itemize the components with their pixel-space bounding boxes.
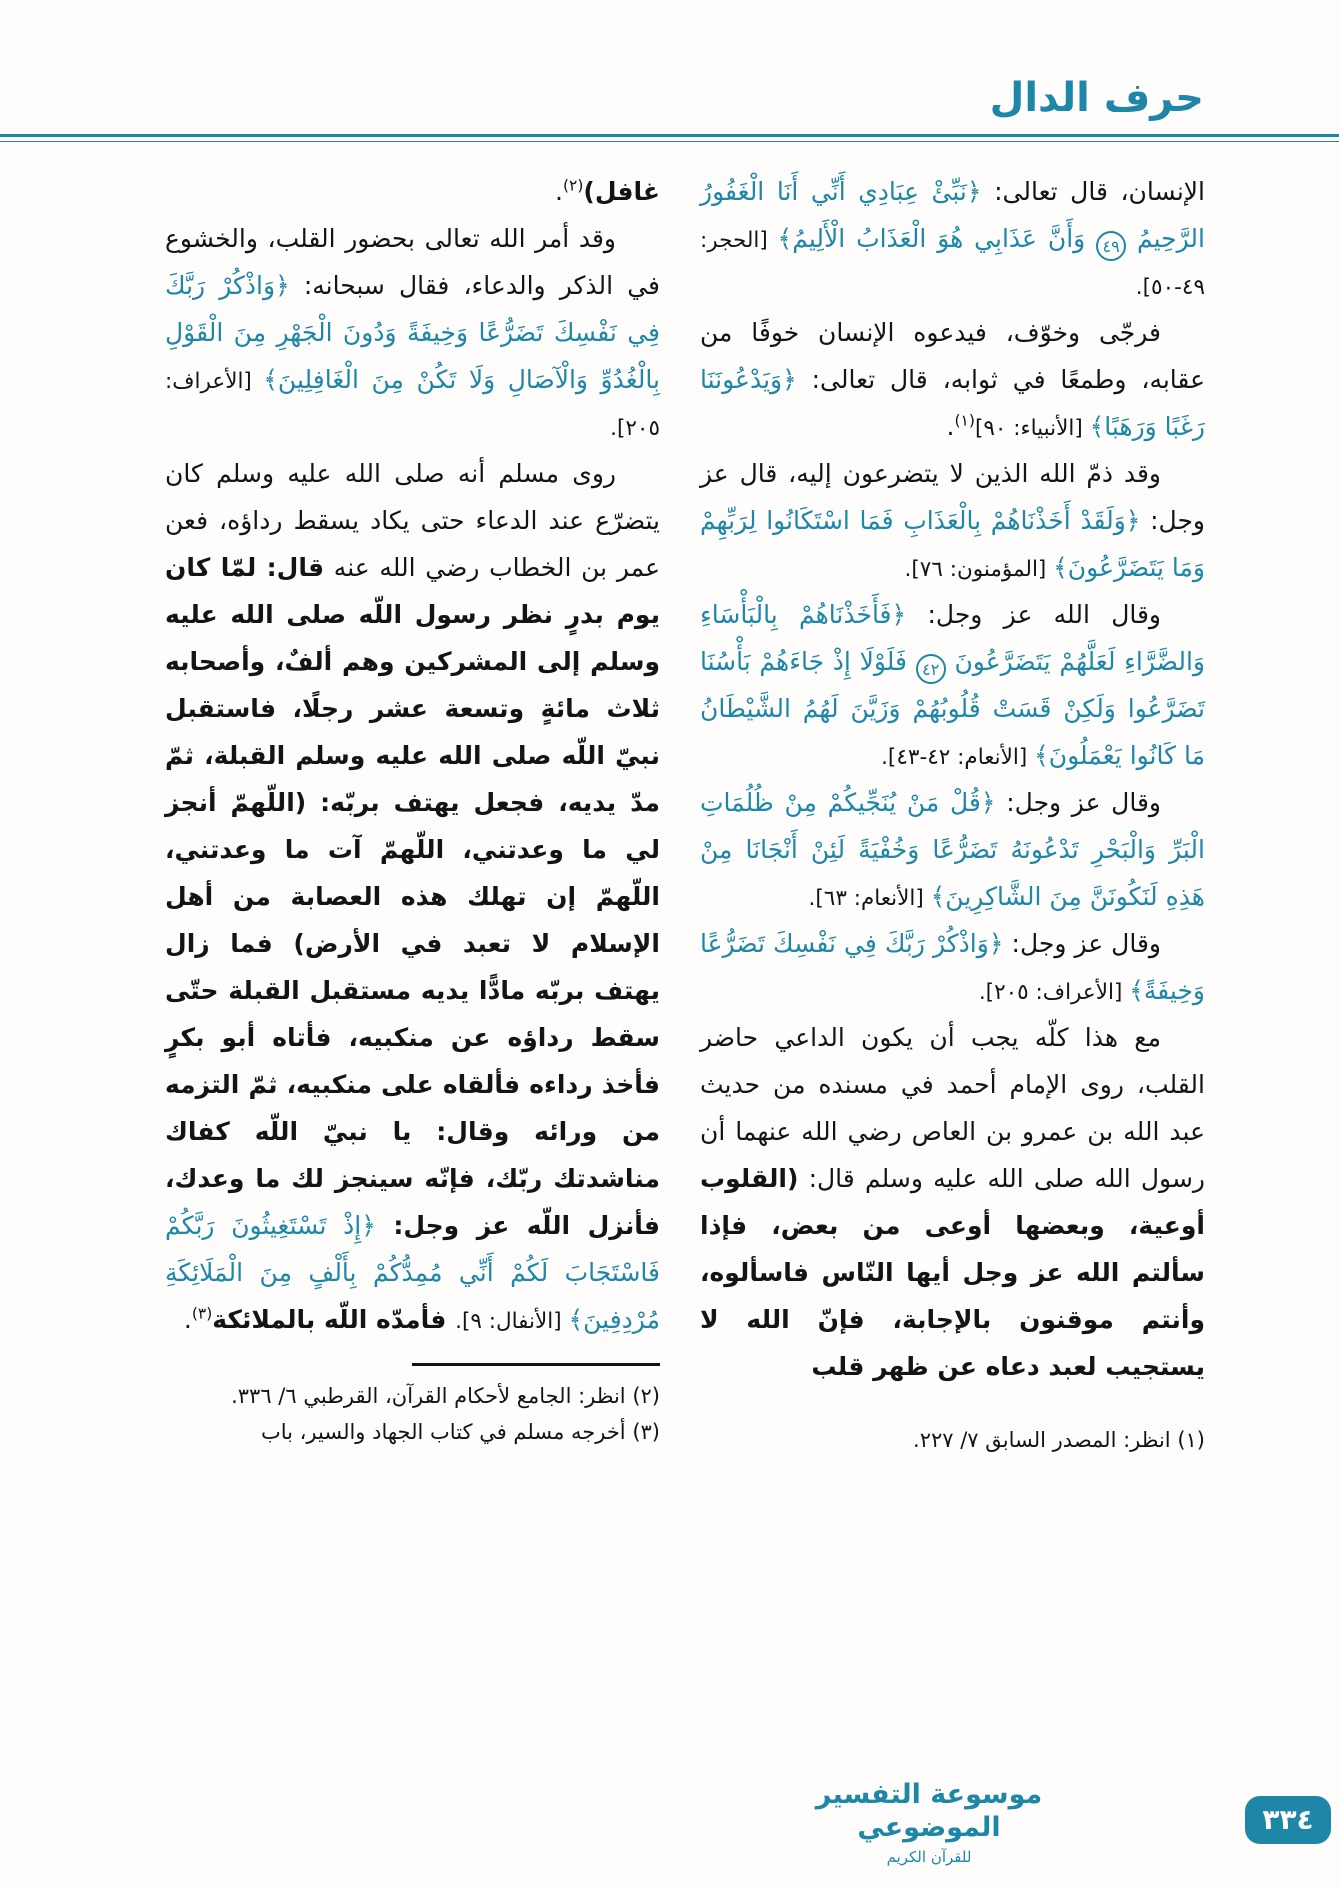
hadith-text: (القلوب أوعية، وبعضها أوعى من بعض، فإذا سألتم الله عز وجل أيها النّاس فاسألوه، وأنتم موقنون بالإجابة، فإنّ الله لا يستجيب لعبد دعاه عن ظهر قلب	[700, 1164, 1205, 1381]
body-text: مع هذا كلّه يجب أن يكون الداعي حاضر القلب، روى الإمام أحمد في مسنده من حديث عبد الله بن عمرو بن العاص رضي الله عنهما أن رسول الله صلى الله عليه وسلم قال:	[700, 1023, 1205, 1193]
column-left	[165, 168, 660, 1450]
verse-citation: [الأنفال: ٩].	[455, 1309, 569, 1334]
quran-verse: فَلَوْلَا إِذْ جَاءَهُمْ بَأْسُنَا تَضَرَّعُوا وَلَكِنْ قَسَتْ قُلُوبُهُمْ وَزَيَّنَ لَهُمُ الشَّيْطَانُ مَا كَانُوا يَعْمَلُونَ﴾	[700, 647, 1205, 770]
footnote: (٢) انظر: الجامع لأحكام القرآن، القرطبي ٦/ ٣٣٦.	[231, 1384, 660, 1408]
paragraph	[700, 1014, 1205, 1390]
footnote-marker: (٢)	[562, 176, 584, 195]
quran-verse: ﴿وَاذْكُرْ رَبَّكَ فِي نَفْسِكَ تَضَرُّعًا وَخِيفَةً وَدُونَ الْجَهْرِ مِنَ الْقَوْلِ بِالْغُدُوِّ وَالْآصَالِ وَلَا تَكُنْ مِنَ الْغَافِلِينَ﴾	[165, 271, 660, 394]
paragraph	[700, 920, 1205, 1014]
footnote: (١) انظر: المصدر السابق ٧/ ٢٢٧.	[913, 1428, 1205, 1452]
page-number-badge: ٣٣٤	[1245, 1796, 1331, 1844]
column-right-body	[700, 168, 1205, 1390]
paragraph	[700, 779, 1205, 920]
hadith-text: فأمدّه اللّه بالملائكة	[212, 1305, 456, 1334]
paragraph	[700, 450, 1205, 591]
verse-citation: [الأعراف: ٢٠٥].	[165, 369, 660, 441]
verse-citation: [الأنبياء: ٩٠]	[974, 416, 1090, 441]
body-text: فرجّى وخوّف، فيدعوه الإنسان خوفًا من عقابه، وطمعًا في ثوابه، قال تعالى:	[700, 318, 1205, 394]
quran-verse: ﴿وَيَدْعُونَنَا رَغَبًا وَرَهَبًا﴾	[700, 365, 1205, 441]
column-left-body	[165, 168, 660, 1343]
quran-verse: ﴿قُلْ مَنْ يُنَجِّيكُمْ مِنْ ظُلُمَاتِ الْبَرِّ وَالْبَحْرِ تَدْعُونَهُ تَضَرُّعًا وَخُفْيَةً لَئِنْ أَنْجَانَا مِنْ هَذِهِ لَنَكُونَنَّ مِنَ الشَّاكِرِينَ﴾	[700, 788, 1205, 911]
verse-citation: [المؤمنون: ٧٦].	[904, 557, 1054, 582]
publisher-seal	[811, 1778, 1047, 1867]
paragraph	[165, 215, 660, 450]
verse-citation: [الأنعام: ٤٢-٤٣].	[881, 745, 1035, 770]
quran-verse: وَأَنَّ عَذَابِي هُوَ الْعَذَابُ الْأَلِيمُ﴾	[777, 224, 1097, 253]
footnote-marker: (١)	[954, 411, 975, 430]
footnote-separator	[412, 1363, 660, 1366]
paragraph	[700, 591, 1205, 779]
paragraph	[700, 309, 1205, 450]
quran-verse: ﴿فَأَخَذْنَاهُمْ بِالْبَأْسَاءِ وَالضَّرَّاءِ لَعَلَّهُمْ يَتَضَرَّعُونَ	[700, 600, 1205, 676]
body-text: روى مسلم أنه صلى الله عليه وسلم كان يتضرّع عند الدعاء حتى يكاد يسقط رداؤه، فعن عمر بن الخطاب رضي الله عنه	[165, 459, 660, 582]
quran-verse: ﴿وَاذْكُرْ رَبَّكَ فِي نَفْسِكَ تَضَرُّعًا وَخِيفَةً﴾	[700, 929, 1205, 1005]
verse-citation: [الأنعام: ٦٣].	[808, 886, 931, 911]
body-text: .	[555, 177, 563, 206]
body-text: .	[946, 412, 955, 441]
footnote: (٣) أخرجه مسلم في كتاب الجهاد والسير، باب	[260, 1420, 660, 1445]
quran-verse: ﴿وَلَقَدْ أَخَذْنَاهُمْ بِالْعَذَابِ فَمَا اسْتَكَانُوا لِرَبِّهِمْ وَمَا يَتَضَرَّعُونَ﴾	[700, 506, 1205, 582]
footnotes-right	[700, 1422, 1205, 1458]
page-header	[0, 0, 1339, 120]
body-text: وقال عز وجل:	[995, 788, 1161, 817]
hadith-text: غافل)	[583, 177, 660, 206]
paragraph	[165, 168, 660, 215]
body-text: وقد أمر الله تعالى بحضور القلب، والخشوع في الذكر والدعاء، فقال سبحانه:	[165, 224, 660, 300]
body-text: وقد ذمّ الله الذين لا يتضرعون إليه، قال عز وجل:	[700, 459, 1205, 535]
column-right	[700, 168, 1205, 1458]
seal-title: موسوعة التفسير الموضوعي	[815, 1778, 1043, 1844]
paragraph	[165, 450, 660, 1343]
header-rule	[0, 134, 1339, 142]
seal-subtitle: للقرآن الكريم	[886, 1848, 972, 1866]
body-text: وقال الله عز وجل:	[906, 600, 1162, 629]
ayah-number: ٤٢	[916, 654, 946, 684]
ayah-number: ٤٩	[1096, 231, 1126, 261]
quran-verse: ﴿إِذْ تَسْتَغِيثُونَ رَبَّكُمْ فَاسْتَجَابَ لَكُمْ أَنِّي مُمِدُّكُمْ بِأَلْفٍ مِنَ الْمَلَائِكَةِ مُرْدِفِينَ﴾	[165, 1211, 660, 1334]
paragraph	[700, 168, 1205, 309]
body-text: وقال عز وجل:	[1003, 929, 1161, 958]
verse-citation: [الحجر: ٤٩-٥٠].	[700, 228, 1205, 300]
body-text: .	[183, 1305, 192, 1334]
quran-verse: ﴿نَبِّئْ عِبَادِي أَنِّي أَنَا الْغَفُورُ الرَّحِيمُ	[700, 177, 1205, 253]
footnote-marker: (٣)	[191, 1304, 213, 1323]
chapter-title: حرف الدال	[989, 75, 1204, 121]
hadith-text: قال: لمّا كان يوم بدرٍ نظر رسول اللّه صلى الله عليه وسلم إلى المشركين وهم ألفٌ، وأصحابه ثلاث مائةٍ وتسعة عشر رجلًا، فاستقبل نبيّ اللّه صلى الله عليه وسلم القبلة، ثمّ مدّ يديه، فجعل يهتف بربّه: (اللّهمّ أنجز لي ما وعدتني، اللّهمّ آت ما وعدتني، اللّهمّ إن تهلك هذه العصابة من أهل الإسلام لا تعبد في الأرض) فما زال يهتف بربّه مادًّا يديه مستقبل القبلة حتّى سقط رداؤه عن منكبيه، فأتاه أبو بكرٍ فأخذ رداءه فألقاه على منكبيه، ثمّ التزمه من ورائه وقال: يا نبيّ اللّه كفاك مناشدتك ربّك، فإنّه سينجز لك ما وعدك، فأنزل اللّه عز وجل:	[165, 553, 660, 1240]
verse-citation: [الأعراف: ٢٠٥].	[978, 980, 1130, 1005]
footnotes-left	[165, 1378, 660, 1450]
body-text: الإنسان، قال تعالى:	[981, 177, 1205, 206]
text-columns	[0, 142, 1339, 1458]
